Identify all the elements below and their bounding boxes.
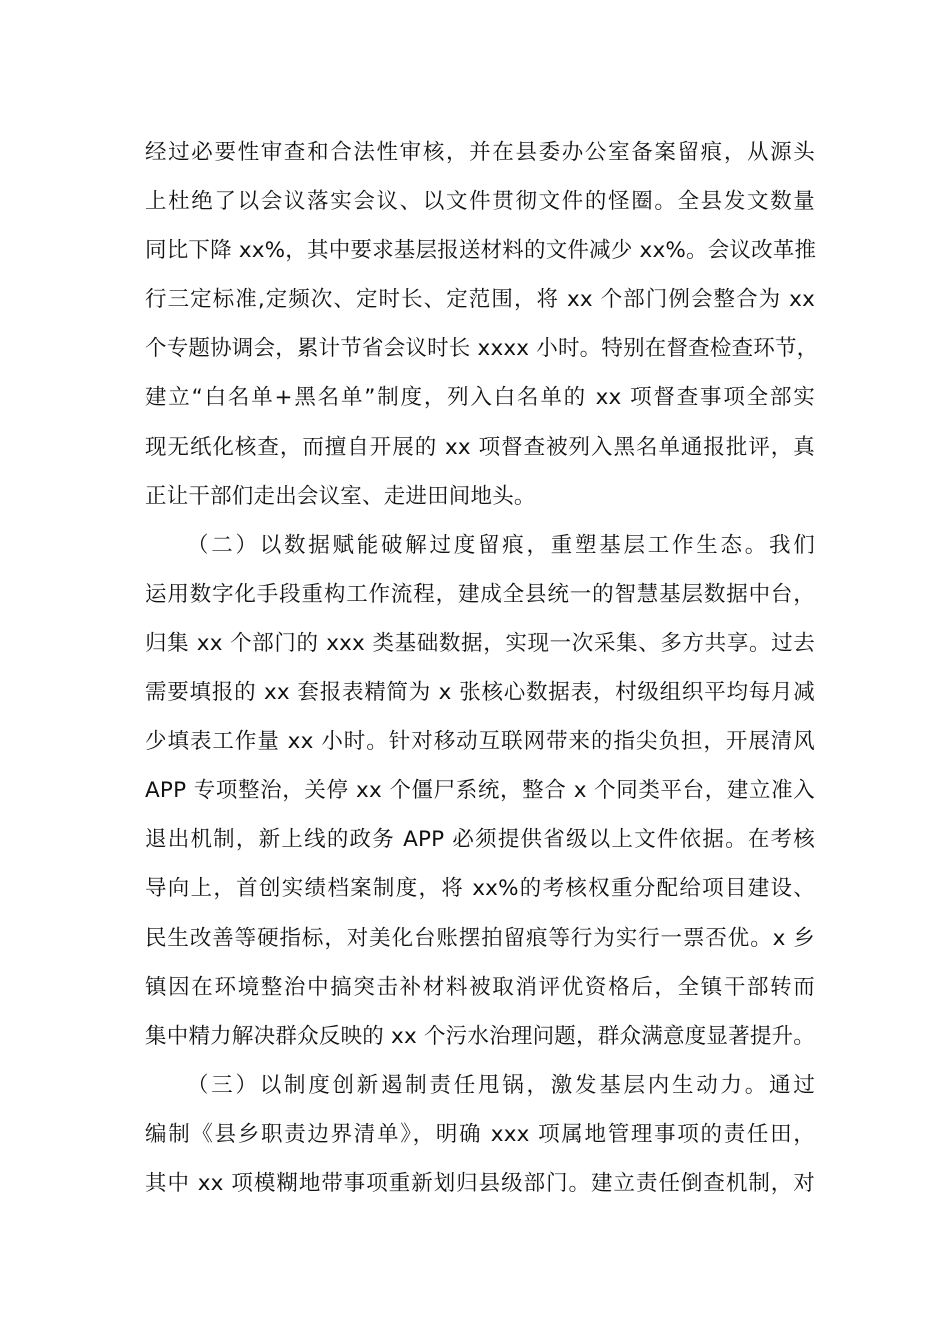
text-line: 镇因在环境整治中搞突击补材料被取消评优资格后，全镇干部转而 (145, 974, 815, 1000)
text-line: 运用数字化手段重构工作流程，建成全县统一的智慧基层数据中台， (145, 581, 815, 607)
text-line: 现无纸化核查，而擅自开展的 xx 项督查被列入黑名单通报批评，真 (145, 434, 815, 460)
text-line: 行三定标准,定频次、定时长、定范围，将 xx 个部门例会整合为 xx (145, 287, 815, 313)
paragraph-heading-line: （二）以数据赋能破解过度留痕，重塑基层工作生态。我们 (187, 532, 815, 558)
text-line: 同比下降 xx%，其中要求基层报送材料的文件减少 xx%。会议改革推 (145, 238, 817, 264)
text-line: 退出机制，新上线的政务 APP 必须提供省级以上文件依据。在考核 (145, 827, 815, 853)
text-line: 建立“白名单+黑名单”制度，列入白名单的 xx 项督查事项全部实 (145, 385, 815, 411)
text-line: 个专题协调会，累计节省会议时长 xxxx 小时。特别在督查检查环节， (145, 336, 819, 362)
text-line: 归集 xx 个部门的 xxx 类基础数据，实现一次采集、多方共享。过去 (145, 630, 815, 656)
text-line: 编制《县乡职责边界清单》，明确 xxx 项属地管理事项的责任田， (145, 1121, 815, 1147)
text-line: 需要填报的 xx 套报表精简为 x 张核心数据表，村级组织平均每月减 (145, 680, 815, 706)
text-line: 上杜绝了以会议落实会议、以文件贯彻文件的怪圈。全县发文数量 (145, 189, 815, 215)
text-line: 少填表工作量 xx 小时。针对移动互联网带来的指尖负担，开展清风 (145, 729, 815, 755)
paragraph-heading-line: （三）以制度创新遏制责任甩锅，激发基层内生动力。通过 (187, 1072, 815, 1098)
text-line: 集中精力解决群众反映的 xx 个污水治理问题，群众满意度显著提升。 (145, 1023, 815, 1049)
text-line: 其中 xx 项模糊地带事项重新划归县级部门。建立责任倒查机制，对 (145, 1170, 815, 1196)
text-line: 民生改善等硬指标，对美化台账摆拍留痕等行为实行一票否优。x 乡 (145, 925, 815, 951)
text-line: 正让干部们走出会议室、走进田间地头。 (145, 483, 536, 509)
text-line: 导向上，首创实绩档案制度，将 xx%的考核权重分配给项目建设、 (145, 876, 815, 902)
body-text (145, 128, 819, 1208)
text-line: APP 专项整治，关停 xx 个僵尸系统，整合 x 个同类平台，建立准入 (145, 778, 815, 804)
text-line: 经过必要性审查和合法性审核，并在县委办公室备案留痕，从源头 (145, 140, 815, 165)
